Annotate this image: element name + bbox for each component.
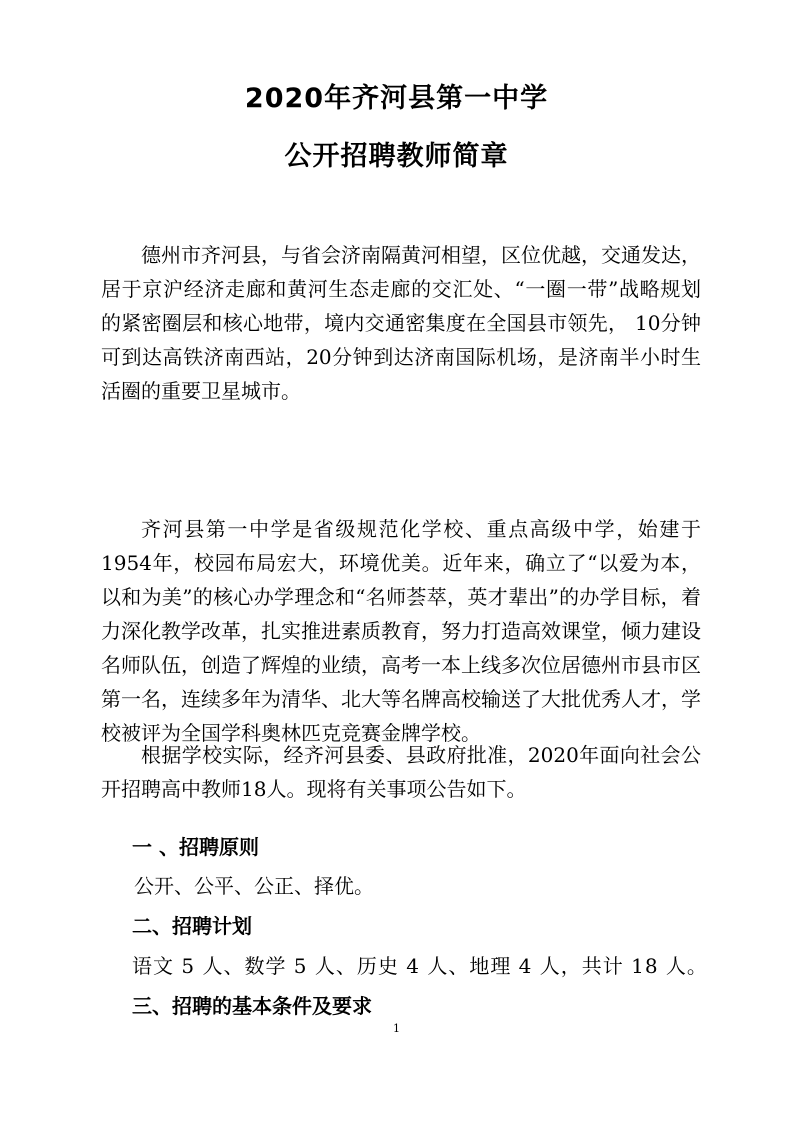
paragraph-text: 根据学校实际，经齐河县委、县政府批准，2020年面向社会公开招聘高中教师18人。现将有关事项公告如下。: [101, 743, 701, 801]
section-heading-principles: 一 、招聘原则: [132, 835, 259, 859]
page-number: 1: [393, 1022, 400, 1035]
document-title-line1: 2020年齐河县第一中学: [244, 83, 549, 114]
intro-paragraph-location: [101, 238, 701, 408]
intro-paragraph-announcement: [101, 738, 701, 806]
section-content-principles: 公开、公平、公正、择优。: [134, 874, 374, 898]
section-content-plan: 语文 5 人、数学 5 人、历史 4 人、地理 4 人，共计 18 人。: [132, 954, 708, 978]
paragraph-text: 齐河县第一中学是省级规范化学校、重点高级中学，始建于1954年，校园布局宏大，环境优美。近年来，确立了“以爱为本，以和为美”的核心办学理念和“名师荟萃，英才辈出”的办学目标，着力深化教学改革，扎实推进素质教育，努力打造高效课堂，倾力建设名师队伍，创造了辉煌的业绩，高考一本上线多次位居德州市县市区第一名，连续多年为清华、北大等名牌高校输送了大批优秀人才，学校被评为全国学科奥林匹克竞赛金牌学校。: [101, 517, 701, 745]
section-heading-plan: 二、招聘计划: [132, 914, 252, 938]
section-heading-requirements: 三、招聘的基本条件及要求: [132, 994, 372, 1018]
document-title-line2: 公开招聘教师简章: [284, 141, 509, 172]
paragraph-text: 德州市齐河县，与省会济南隔黄河相望，区位优越，交通发达，居于京沪经济走廊和黄河生态走廊的交汇处、“一圈一带”战略规划的紧密圈层和核心地带，境内交通密集度在全国县市领先， 10分钟可到达高铁济南西站，20分钟到达济南国际机场，是济南半小时生活圈的重要卫星城市。: [101, 243, 701, 403]
intro-paragraph-school: [101, 512, 701, 750]
